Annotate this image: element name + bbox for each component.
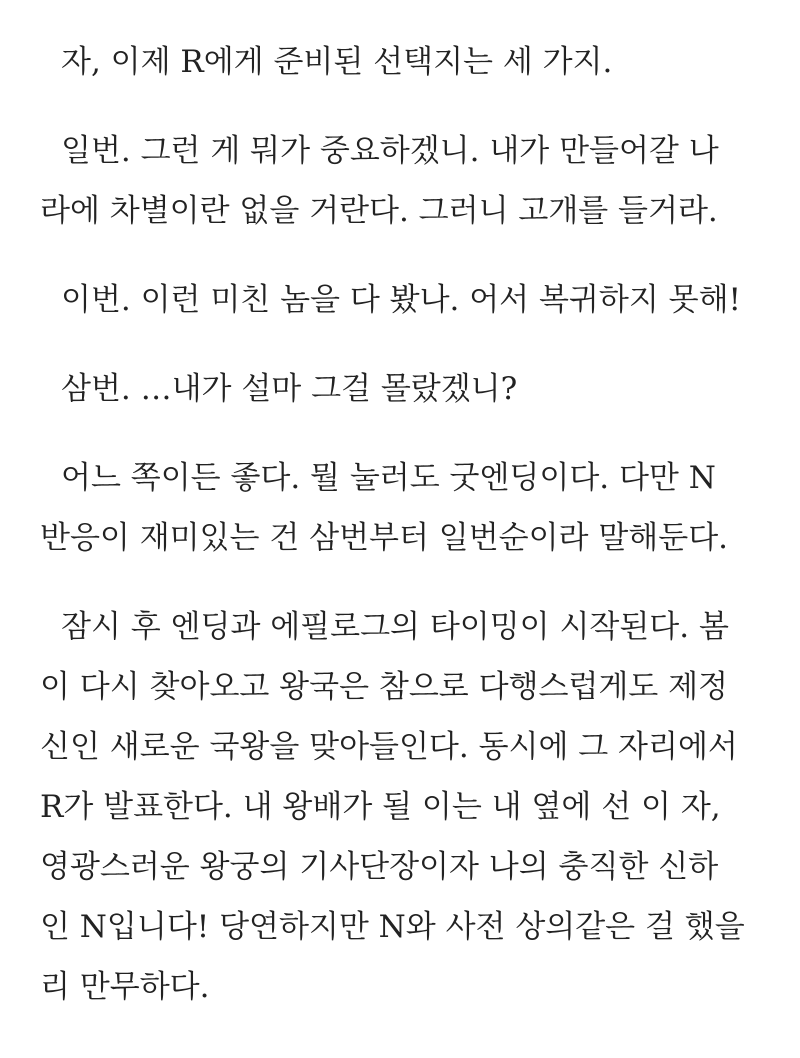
text-line: 일번. 그런 게 뭐가 중요하겠니. 내가 만들어갈 나	[61, 133, 719, 169]
text-line: 신인 새로운 국왕을 맞아들인다. 동시에 그 자리에서	[40, 729, 738, 765]
text-line: 어느 쪽이든 좋다. 뭘 눌러도 굿엔딩이다. 다만 N	[61, 460, 716, 496]
paragraph-option-three	[40, 359, 760, 419]
text-line: 자, 이제 R에게 준비된 선택지는 세 가지.	[61, 44, 613, 80]
paragraph-good-ending	[40, 448, 760, 568]
text-line: 라에 차별이란 없을 거란다. 그러니 고개를 들거라.	[40, 193, 718, 229]
paragraph-option-one	[40, 121, 760, 241]
paragraph-option-two	[40, 270, 760, 330]
paragraph-epilogue	[40, 597, 760, 1017]
text-line: 영광스러운 왕궁의 기사단장이자 나의 충직한 신하	[40, 849, 719, 885]
text-line: R가 발표한다. 내 왕배가 될 이는 내 옆에 선 이 자,	[40, 789, 721, 825]
text-line: 인 N입니다! 당연하지만 N와 사전 상의같은 걸 했을	[40, 909, 745, 945]
text-line: 이 다시 찾아오고 왕국은 참으로 다행스럽게도 제정	[40, 669, 728, 705]
paragraph-choices-intro	[40, 32, 760, 92]
text-line: 삼번. …내가 설마 그걸 몰랐겠니?	[61, 371, 518, 407]
text-line: 반응이 재미있는 건 삼번부터 일번순이라 말해둔다.	[40, 520, 728, 556]
text-line: 리 만무하다.	[40, 969, 210, 1005]
text-line: 이번. 이런 미친 놈을 다 봤나. 어서 복귀하지 못해!	[61, 282, 741, 318]
text-line: 잠시 후 엔딩과 에필로그의 타이밍이 시작된다. 봄	[61, 609, 729, 645]
